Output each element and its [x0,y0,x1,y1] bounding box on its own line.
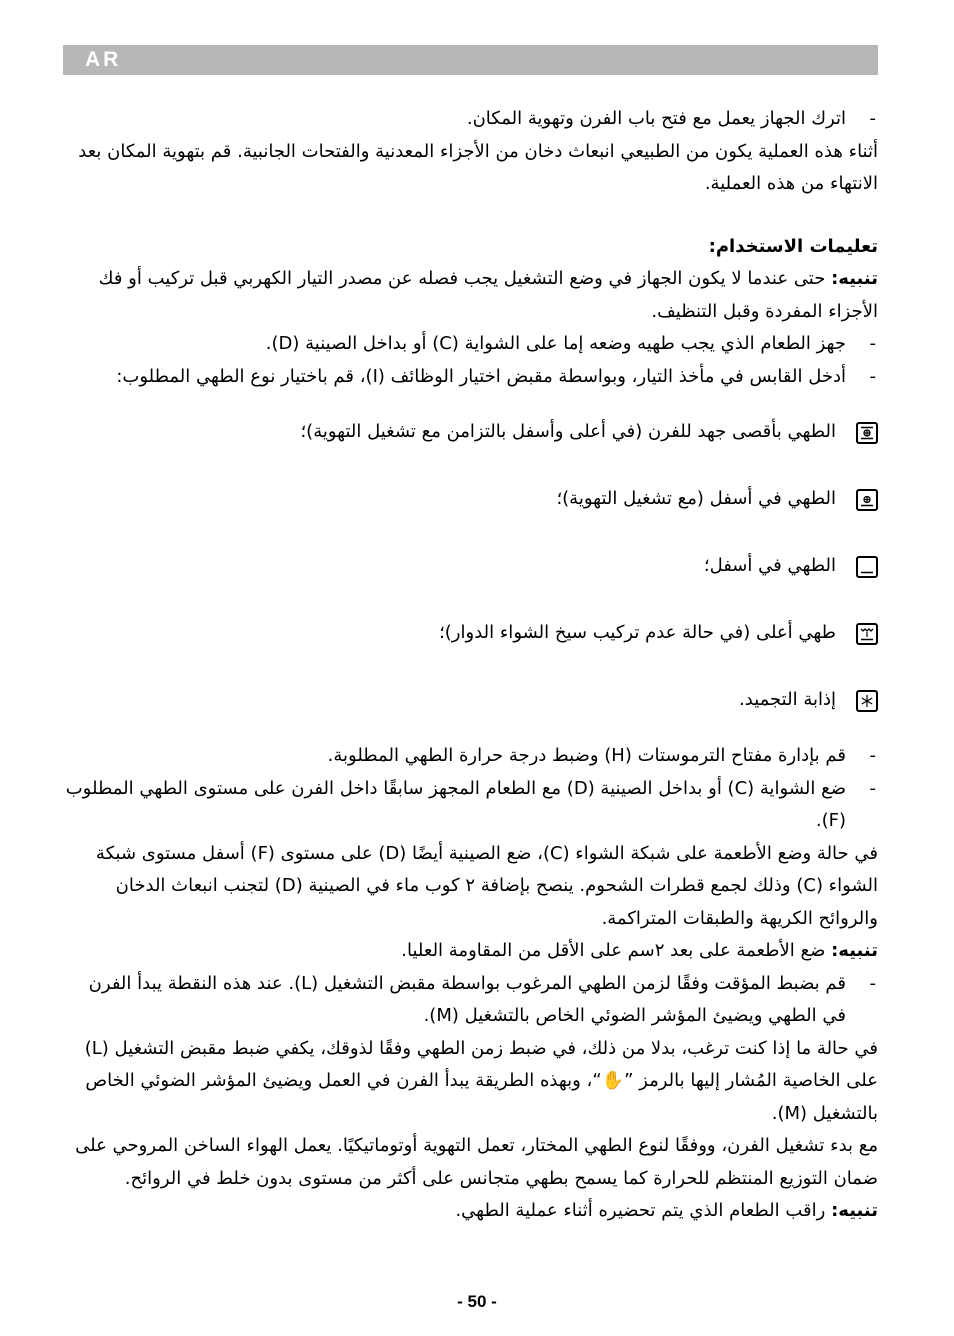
mode-text: الطهي في أسفل (مع تشغيل التهوية)؛ [556,488,836,510]
bullet-prepare-food: - جهز الطعام الذي يجب طهيه وضعه إما على الشواية (C) أو بداخل الصينية (D). [63,328,878,361]
mode-item [63,399,878,466]
bullet-place-food: - ضع الشواية (C) أو بداخل الصينية (D) مع الطعام المجهز سابقًا داخل الفرن على مستوى الطهي المطلوب (F). [63,773,878,838]
fan-bottom-heat-icon [856,489,878,511]
mode-item [63,600,878,667]
mode-text: الطهي في أسفل؛ [703,555,836,577]
note-text: حتى عندما لا يكون الجهاز في وضع التشغيل يجب فصله عن مصدر التيار الكهربي قبل تركيب أو فك الأجزاء المفردة وقبل التنظيف. [98,268,878,322]
mode-item [63,466,878,533]
section-heading: تعليمات الاستخدام: [708,235,878,257]
page-content [63,103,878,1228]
top-heat-icon [856,623,878,645]
note-unplug [63,263,878,328]
paragraph-smoke: أثناء هذه العملية يكون من الطبيعي انبعاث دخان من الأجزاء المعدنية والفتحات الجانبية. قم بتهوية المكان بعد الانتهاء من هذه العملية. [78,140,878,194]
defrost-icon [856,690,878,712]
mode-text: الطهي بأقصى جهد للفرن (في أعلى وأسفل بالتزامن مع تشغيل التهوية)؛ [300,421,836,443]
paragraph-manual-mode: في حالة ما إذا كنت ترغب، بدلا من ذلك، في ضبط زمن الطهي وفقًا لذوقك، يكفي ضبط مقبض التشغيل (L) على الخاصية المُشار إليها بالرمز ”✋“، وبهذه الطريقة يبدأ الفرن في العمل ويضيئ المؤشر الضوئي الخاص بالتشغيل (M). [84,1037,878,1124]
note-label: تنبيه: [831,268,878,289]
note-distance [63,935,878,968]
language-header-bar [63,45,878,75]
page-number: - 50 - [457,1292,497,1311]
language-code: AR [85,48,122,71]
mode-text: طهي أعلى (في حالة عدم تركيب سيخ الشواء الدوار)؛ [439,622,836,644]
bullet-timer: - قم بضبط المؤقت وفقًا لزمن الطهي المرغوب بواسطة مقبض التشغيل (L). عند هذه النقطة يبدأ الفرن في الطهي ويضيئ المؤشر الضوئي الخاص بالتشغيل (M). [63,968,878,1033]
paragraph-grill-tray: في حالة وضع الأطعمة على شبكة الشواء (C)، ضع الصينية أيضًا (D) على مستوى (F) أسفل مستوى شبكة الشواء (C) وذلك لجمع قطرات الشحوم. ينصح بإضافة ٢ كوب ماء في الصينية (D) لتجنب انبعاث الدخان والروائح الكريهة والطبقات المتراكمة. [95,842,878,929]
note-watch-food [63,1195,878,1228]
paragraph-ventilation: مع بدء تشغيل الفرن، ووفقًا لنوع الطهي المختار، تعمل التهوية أوتوماتيكيًا. يعمل الهواء الساخن المروحي على ضمان التوزيع المنتظم للحرارة كما يسمح بطهي متجانس على أكثر من مستوى بدون خلط في الروائح. [75,1135,878,1189]
mode-text: إذابة التجميد. [739,689,836,711]
note-label: تنبيه: [831,1200,878,1221]
note-text: ضع الأطعمة على بعد ٢سم على الأقل من المقاومة العليا. [401,940,832,961]
note-text: راقب الطعام الذي يتم تحضيره أثناء عملية الطهي. [455,1200,832,1221]
note-label: تنبيه: [831,940,878,961]
bullet-thermostat: - قم بإدارة مفتاح الترموستات (H) وضبط درجة حرارة الطهي المطلوبة. [63,740,878,773]
fan-top-bottom-heat-icon [856,422,878,444]
mode-item [63,533,878,600]
bottom-heat-icon [856,556,878,578]
mode-item [63,667,878,734]
bullet-leave-running: - اترك الجهاز يعمل مع فتح باب الفرن وتهوية المكان. [63,103,878,136]
bullet-insert-plug: - أدخل القابس في مأخذ التيار، وبواسطة مقبض اختيار الوظائف (I)، قم باختيار نوع الطهي المطلوب: [63,361,878,394]
